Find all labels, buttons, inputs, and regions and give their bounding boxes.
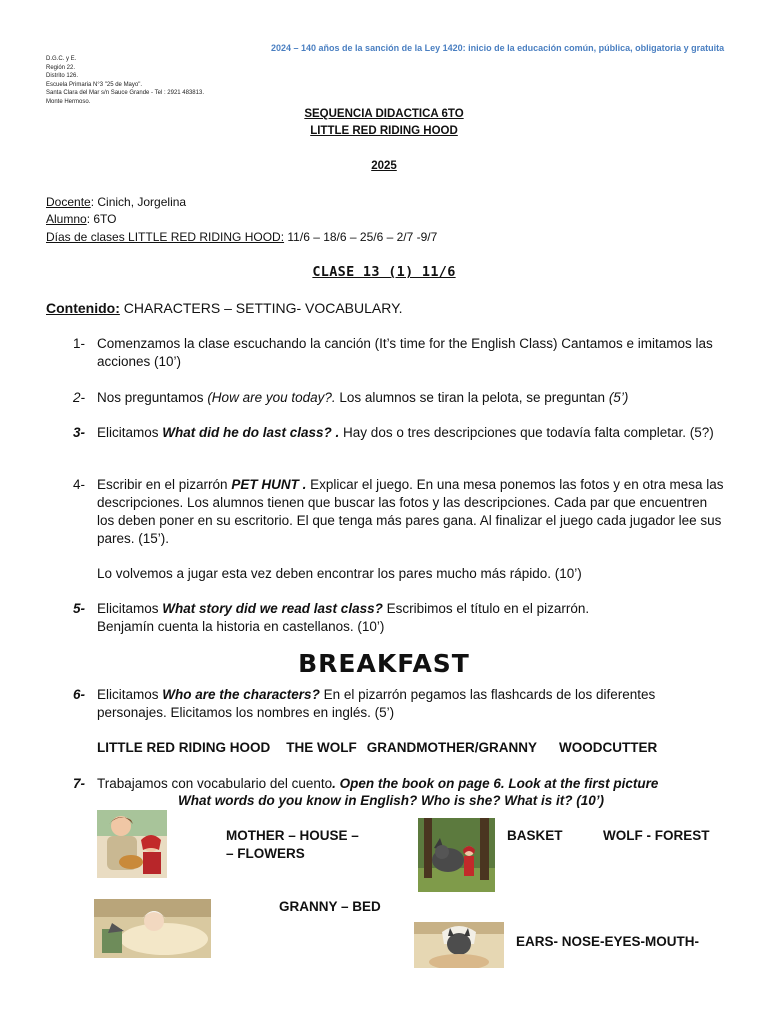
- anniversary-banner: 2024 – 140 años de la sanción de la Ley 1420: inicio de la educación común, pública, obligatoria y gratuita: [271, 43, 725, 53]
- alumno-label: Alumno: [46, 212, 87, 226]
- item-text: Comenzamos la clase escuchando la canción (It’s time for the English Class) Cantamos e imitamos las acciones (10’): [97, 336, 713, 369]
- character-label: GRANDMOTHER/GRANNY: [366, 740, 537, 755]
- dias-value: 11/6 – 18/6 – 25/6 – 2/7 -9/7: [284, 230, 438, 244]
- school-line: Monte Hermoso.: [46, 98, 91, 105]
- item-instruction-line2: What words do you know in English? Who is she? What is it? (10’): [178, 793, 605, 808]
- mother-illustration: [97, 810, 167, 878]
- item-text: [97, 424, 727, 442]
- dias-label: Días de clases LITTLE RED RIDING HOOD:: [46, 230, 285, 244]
- vocab-mother-house: MOTHER – HOUSE –: [226, 828, 359, 843]
- item-number: 4-: [73, 477, 86, 492]
- school-line: Región 22.: [46, 64, 76, 71]
- school-line: Distrito 126.: [46, 73, 79, 79]
- vocab-flowers: – FLOWERS: [226, 846, 305, 861]
- school-info: [46, 55, 204, 106]
- breakfast-heading: BREAKFAST: [298, 649, 470, 678]
- contenido-label: Contenido:: [46, 300, 120, 316]
- item-text: [97, 389, 727, 407]
- item-text-part: Trabajamos con vocabulario del cuento: [97, 776, 333, 791]
- school-line: Escuela Primaria N°3 "25 de Mayo".: [46, 81, 143, 88]
- item-text-part: Los alumnos se tiran la pelota, se preguntan: [335, 390, 609, 405]
- item-text-part: Nos preguntamos: [97, 390, 208, 405]
- contenido-value: CHARACTERS – SETTING- VOCABULARY.: [119, 300, 403, 316]
- school-line: D.G.C. y E.: [46, 56, 77, 62]
- item-text-part: En el pizarrón pegamos las flashcards de los diferentes personajes. Elicitamos los nombres en inglés. (5’): [97, 687, 656, 720]
- alumno-value: : 6TO: [86, 212, 117, 226]
- document-title: SEQUENCIA DIDACTICA 6TO: [304, 108, 464, 120]
- item-question: Who are the characters?: [162, 687, 320, 702]
- item-number: 1-: [73, 336, 86, 351]
- item-text: [97, 686, 727, 722]
- document-subtitle: LITTLE RED RIDING HOOD: [310, 125, 458, 137]
- item-question: (How are you today?.: [207, 390, 336, 405]
- item-text: [97, 476, 727, 548]
- item-number: 7-: [73, 776, 86, 791]
- vocab-face-parts: EARS- NOSE-EYES-MOUTH-: [516, 934, 700, 949]
- item-text-part: Elicitamos: [97, 601, 163, 616]
- docente-label: Docente: [46, 195, 91, 209]
- wolf-granny-illustration: [414, 922, 504, 968]
- item-text-line: Benjamín cuenta la historia en castellanos. (10’): [97, 619, 385, 634]
- item-text: [97, 600, 727, 636]
- contenido-line: [46, 300, 403, 316]
- character-label: THE WOLF: [286, 740, 357, 755]
- item-question: What did he do last class? .: [162, 425, 340, 440]
- item-number: 3-: [73, 425, 86, 440]
- docente-value: : Cinich, Jorgelina: [90, 195, 187, 209]
- clase-heading: CLASE 13 (1) 11/6: [312, 264, 456, 280]
- characters-row: [97, 740, 657, 755]
- item-text-part: Explicar el juego. En una mesa ponemos las fotos y en otra mesa las descripciones. Los alumnos tienen que buscar las fotos y las descripciones. Cada par que encuentren los deben poner en su escritorio. El que tenga más pares gana. Al finalizar el juego cada jugador lee sus pares. (15’).: [97, 477, 724, 546]
- item-text-part: Hay dos o tres descripciones que todavía falta completar. (5?): [339, 425, 714, 440]
- item-number: 2-: [73, 390, 86, 405]
- character-label: WOODCUTTER: [559, 740, 658, 755]
- vocab-granny-bed: GRANNY – BED: [279, 899, 381, 914]
- item-question: What story did we read last class?: [162, 601, 383, 616]
- item-instruction: . Open the book on page 6. Look at the first picture: [332, 776, 659, 791]
- dias-line: [46, 230, 437, 244]
- document-year: 2025: [371, 160, 397, 172]
- item-text-part: Escribir en el pizarrón: [97, 477, 232, 492]
- granny-bed-illustration: [94, 899, 211, 958]
- item-text: Lo volvemos a jugar esta vez deben encontrar los pares mucho más rápido. (10’): [97, 566, 582, 581]
- vocab-wolf-forest: WOLF - FOREST: [603, 828, 710, 843]
- character-label: LITTLE RED RIDING HOOD: [97, 740, 271, 755]
- item-text-part: Elicitamos: [97, 425, 163, 440]
- item-number: 6-: [73, 687, 86, 702]
- item-number: 5-: [73, 601, 86, 616]
- vocab-basket: BASKET: [507, 828, 563, 843]
- school-line: Santa Clara del Mar s/n Sauce Grande - Tel : 2921 483813.: [46, 90, 204, 96]
- item-keyword: PET HUNT .: [231, 477, 307, 492]
- item-text-part: Elicitamos: [97, 687, 163, 702]
- item-text-part: Escribimos el título en el pizarrón.: [382, 601, 590, 616]
- wolf-forest-illustration: [418, 818, 495, 892]
- alumno-line: [46, 212, 116, 226]
- item-text: [97, 775, 727, 793]
- item-time: (5’): [608, 390, 629, 405]
- docente-line: [46, 195, 186, 209]
